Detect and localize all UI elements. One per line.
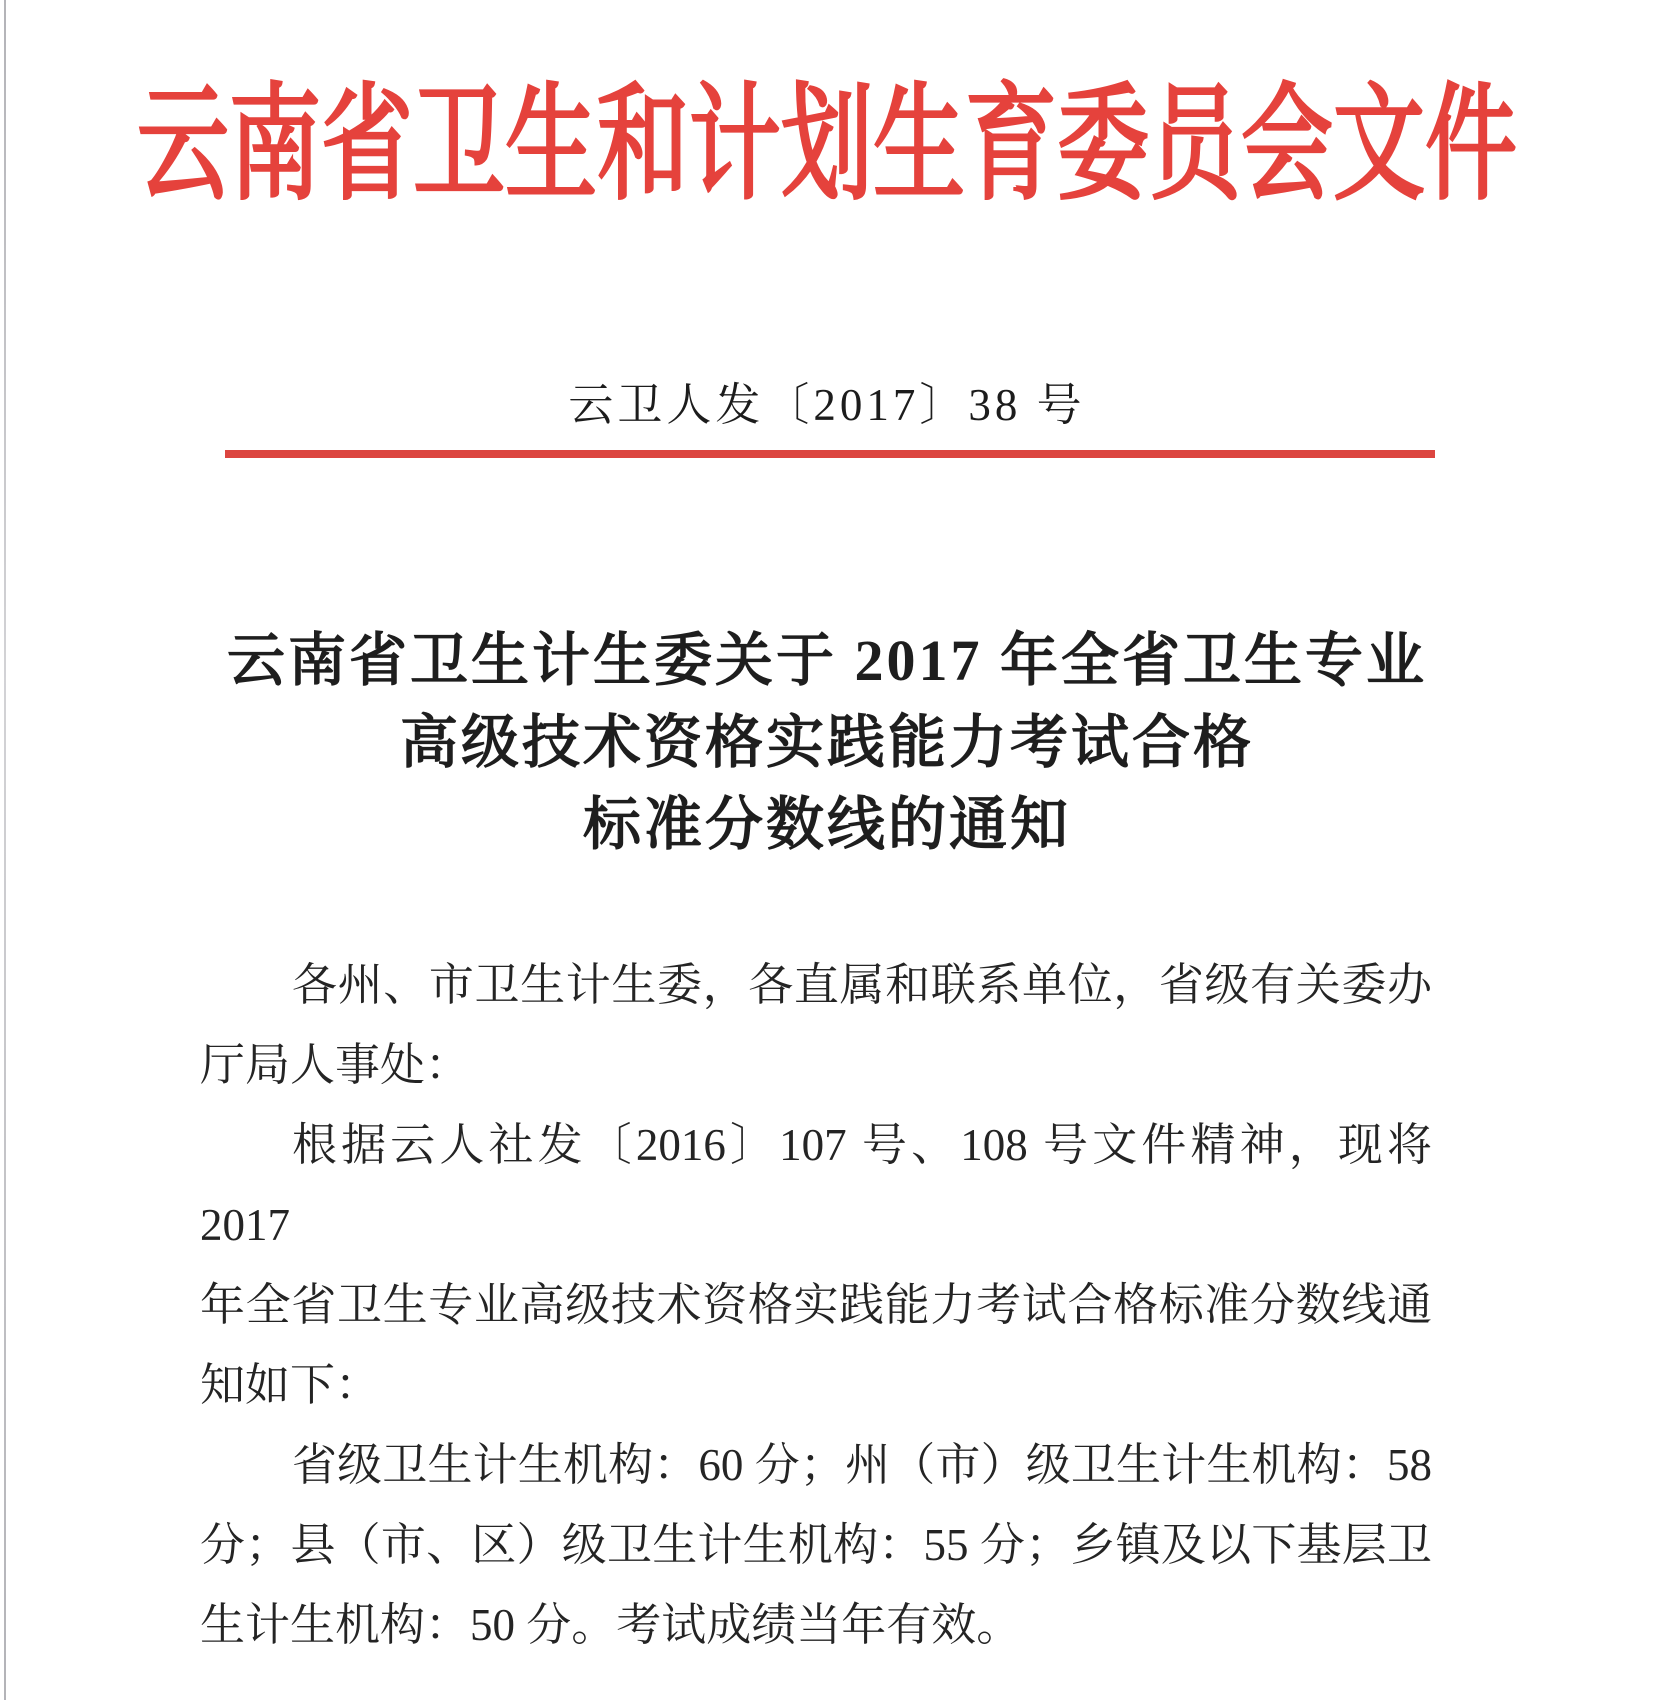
body-line-salutation-2: 厅局人事处：	[200, 1040, 471, 1090]
body-line-basis-2: 年全省卫生专业高级技术资格实践能力考试合格标准分数线通	[200, 1280, 1432, 1330]
document-number: 云卫人发〔2017〕38 号	[568, 380, 1086, 430]
document-title-line-3: 标准分数线的通知	[582, 792, 1071, 857]
body-line-scores-2: 分；县（市、区）级卫生计生机构：55 分；乡镇及以下基层卫	[200, 1520, 1432, 1570]
document-title-line-2: 高级技术资格实践能力考试合格	[399, 710, 1254, 775]
red-divider-line	[225, 450, 1435, 458]
body-line-salutation-1: 各州、市卫生计生委，各直属和联系单位，省级有关委办	[292, 960, 1432, 1010]
body-line-basis-3: 知如下：	[200, 1360, 381, 1410]
document-title	[0, 620, 1654, 866]
body-line-scores-3: 生计生机构：50 分。考试成绩当年有效。	[200, 1600, 1022, 1650]
issuing-authority-banner: 云南省卫生和计划生育委员会文件	[136, 74, 1517, 216]
body-line-basis-1: 根据云人社发〔2016〕107 号、108 号文件精神，现将 2017	[200, 1120, 1432, 1250]
body-line-scores-1: 省级卫生计生机构：60 分；州（市）级卫生计生机构：58	[292, 1440, 1432, 1490]
document-body	[200, 945, 1432, 1665]
document-title-line-1: 云南省卫生计生委关于 2017 年全省卫生专业	[226, 628, 1427, 693]
